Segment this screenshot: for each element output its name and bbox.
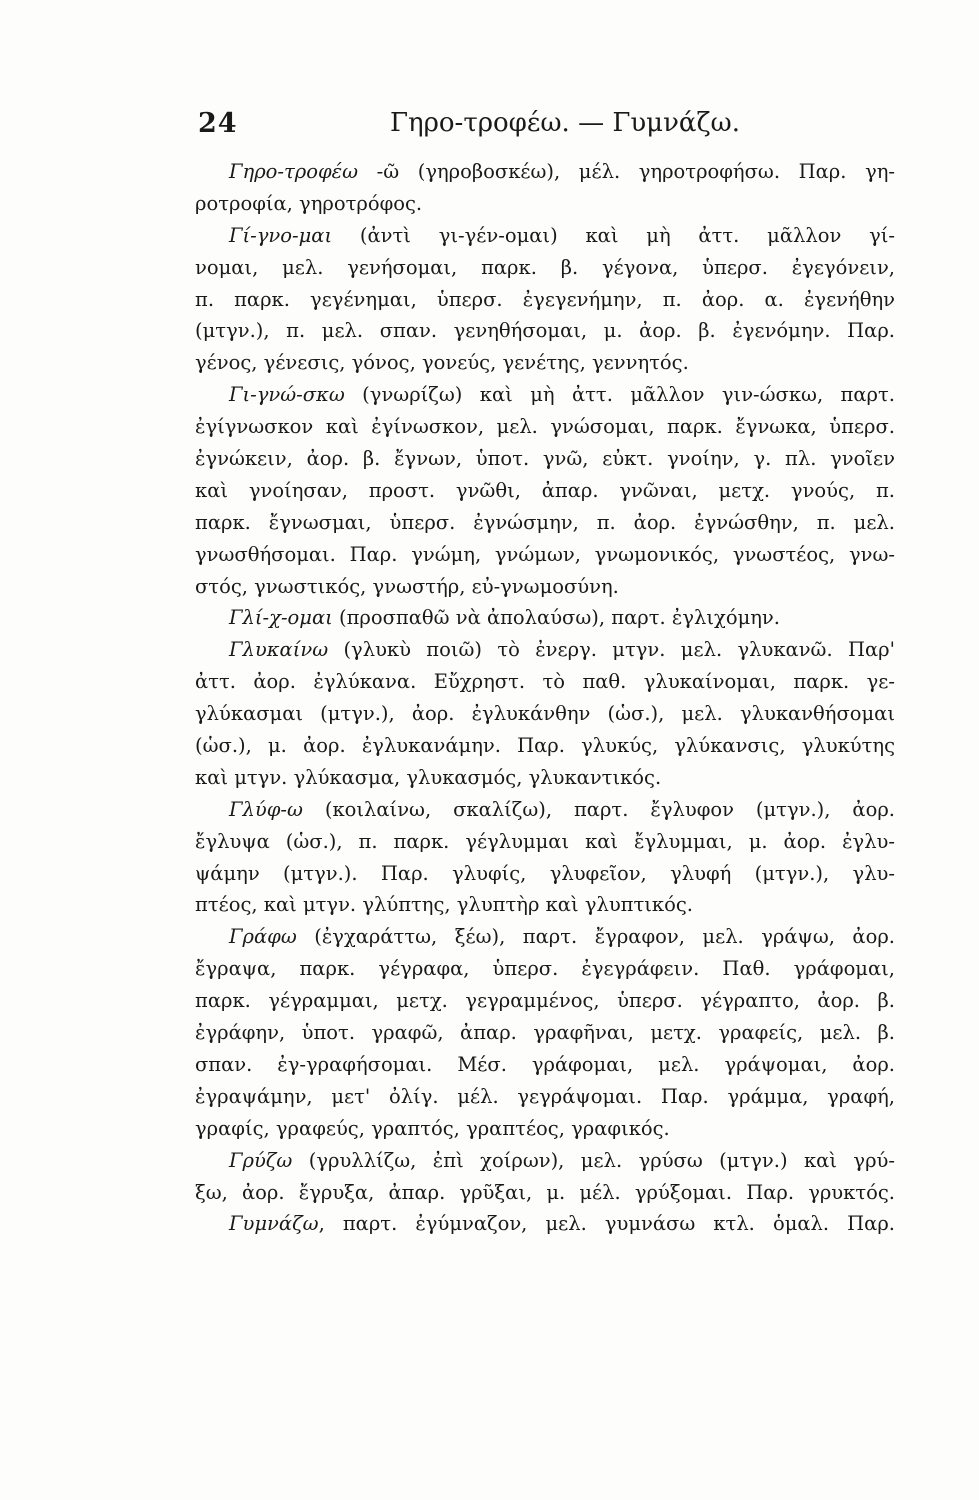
entry-continuation-line: [195, 858, 895, 890]
entry-first-line: [195, 921, 895, 953]
entry-text: ἀττ. ἀορ. ἐγλύκανα. Εὔχρηστ. τὸ παθ. γλυκαίνομαι, παρκ. γε-: [195, 670, 895, 694]
entry-continuation-line: [195, 347, 895, 379]
headword: Γηρο-τροφέω: [229, 160, 359, 183]
entry-text: νομαι, μελ. γενήσομαι, παρκ. β. γέγονα, ὑπερσ. ἐγεγόνειν,: [195, 255, 895, 279]
entry-text: στός, γνωστικός, γνωστήρ, εὐ-γνωμοσύνη.: [195, 574, 619, 598]
entry-continuation-line: [195, 1017, 895, 1049]
entry-continuation-line: [195, 1081, 895, 1113]
entry-text: (γρυλλίζω, ἐπὶ χοίρων), μελ. γρύσω (μτγν.) καὶ γρύ-: [292, 1148, 895, 1172]
entry-text: (μτγν.), π. μελ. σπαν. γενηθήσομαι, μ. ἀορ. β. ἐγενόμην. Παρ.: [195, 319, 895, 343]
entry-text: γραφίς, γραφεύς, γραπτός, γραπτέος, γραφικός.: [195, 1116, 670, 1140]
entry-text: γνωσθήσομαι. Παρ. γνώμη, γνώμων, γνωμονικός, γνωστέος, γνω-: [195, 542, 895, 566]
entry-text: σπαν. ἐγ-γραφήσομαι. Μέσ. γράφομαι, μελ. γράψομαι, ἀορ.: [195, 1052, 895, 1076]
entry-text: ροτροφία, γηροτρόφος.: [195, 191, 423, 215]
entry-first-line: [195, 220, 895, 252]
entry-continuation-line: [195, 762, 895, 794]
entry-first-line: [195, 379, 895, 411]
entry-text: , παρτ. ἐγύμναζον, μελ. γυμνάσω κτλ. ὁμαλ. Παρ.: [318, 1212, 895, 1236]
headword: Γι-γνώ-σκω: [229, 383, 345, 407]
entry-first-line: [195, 794, 895, 826]
entry-text: (ἀντὶ γι-γέν-ομαι) καὶ μὴ ἀττ. μᾶλλον γί-: [332, 223, 895, 247]
entries-text-block: [195, 156, 895, 1240]
entry-text: ἔγλυψα (ὡσ.), π. παρκ. γέγλυμμαι καὶ ἔγλυμμαι, μ. ἀορ. ἐγλυ-: [195, 829, 895, 853]
entry-continuation-line: [195, 315, 895, 347]
entry-continuation-line: [195, 1049, 895, 1081]
entry-text: ξω, ἀορ. ἔγρυξα, ἀπαρ. γρῦξαι, μ. μέλ. γρύξομαι. Παρ. γρυκτός.: [195, 1180, 895, 1204]
entry-text: (ὡσ.), μ. ἀορ. ἐγλυκανάμην. Παρ. γλυκύς, γλύκανσις, γλυκύτης: [195, 734, 895, 758]
entry-first-line: [195, 1208, 895, 1240]
entry-text: (ἐγχαράττω, ξέω), παρτ. ἔγραφον, μελ. γράψω, ἀορ.: [296, 925, 895, 949]
entry-text: ψάμην (μτγν.). Παρ. γλυφίς, γλυφεῖον, γλυφή (μτγν.), γλυ-: [195, 861, 895, 885]
entry-continuation-line: [195, 284, 895, 316]
entry-first-line: [195, 602, 895, 634]
entry-text: ἐγίγνωσκον καὶ ἐγίνωσκον, μελ. γνώσομαι, παρκ. ἔγνωκα, ὑπερσ.: [195, 415, 895, 439]
headword: Γράφω: [229, 925, 297, 949]
entry-text: -ῶ (γηροβοσκέω), μέλ. γηροτροφήσω. Παρ. γη-: [358, 160, 895, 183]
entry-continuation-line: [195, 698, 895, 730]
headword: Γρύζω: [229, 1148, 293, 1172]
entry-text: (προσπαθῶ νὰ ἀπολαύσω), παρτ. ἐγλιχόμην.: [332, 606, 780, 630]
entry-continuation-line: [195, 953, 895, 985]
entry-continuation-line: [195, 889, 895, 921]
entry-continuation-line: [195, 1113, 895, 1145]
entry-text: ἐγνώκειν, ἀορ. β. ἔγνων, ὑποτ. γνῶ, εὐκτ. γνοίην, γ. πλ. γνοῖεν: [195, 447, 895, 471]
entry-continuation-line: [195, 411, 895, 443]
entry-text: πτέος, καὶ μτγν. γλύπτης, γλυπτὴρ καὶ γλυπτικός.: [195, 893, 693, 917]
entry-first-line: [195, 634, 895, 666]
entry-continuation-line: [195, 571, 895, 603]
entry-text: (γλυκὺ ποιῶ) τὸ ἐνεργ. μτγν. μελ. γλυκανῶ. Παρ': [328, 638, 895, 662]
entry-text: γλύκασμαι (μτγν.), ἀορ. ἐγλυκάνθην (ὡσ.), μελ. γλυκανθήσομαι: [195, 702, 895, 726]
entry-text: καὶ μτγν. γλύκασμα, γλυκασμός, γλυκαντικός.: [195, 765, 662, 789]
entry-continuation-line: [195, 666, 895, 698]
running-head: Γηρο-τροφέω. — Γυμνάζω.: [390, 108, 740, 138]
entry-text: π. παρκ. γεγένημαι, ὑπερσ. ἐγεγενήμην, π. ἀορ. α. ἐγενήθην: [195, 287, 895, 311]
entry-text: γένος, γένεσις, γόνος, γονεύς, γενέτης, γεννητός.: [195, 351, 689, 375]
entry-text: καὶ γνοίησαν, προστ. γνῶθι, ἀπαρ. γνῶναι, μετχ. γνούς, π.: [195, 478, 895, 502]
entry-first-line: [195, 156, 895, 188]
entry-text: (γνωρίζω) καὶ μὴ ἀττ. μᾶλλον γιν-ώσκω, παρτ.: [344, 383, 895, 407]
entry-text: ἔγραψα, παρκ. γέγραφα, ὑπερσ. ἐγεγράφειν. Παθ. γράφομαι,: [195, 957, 895, 981]
entry-text: ἐγράφην, ὑποτ. γραφῶ, ἀπαρ. γραφῆναι, μετχ. γραφείς, μελ. β.: [195, 1021, 895, 1045]
entry-continuation-line: [195, 1177, 895, 1209]
headword: Γλί-χ-ομαι: [229, 606, 333, 630]
entry-continuation-line: [195, 507, 895, 539]
entry-continuation-line: [195, 188, 895, 220]
headword: Γυμνάζω: [229, 1212, 319, 1236]
entry-first-line: [195, 1145, 895, 1177]
entry-text: (κοιλαίνω, σκαλίζω), παρτ. ἔγλυφον (μτγν.), ἀορ.: [302, 797, 895, 821]
entry-continuation-line: [195, 985, 895, 1017]
entry-continuation-line: [195, 539, 895, 571]
entry-continuation-line: [195, 475, 895, 507]
page-number: 24: [198, 108, 238, 139]
entry-continuation-line: [195, 252, 895, 284]
headword: Γλυκαίνω: [229, 638, 329, 662]
entry-continuation-line: [195, 826, 895, 858]
entry-text: παρκ. γέγραμμαι, μετχ. γεγραμμένος, ὑπερσ. γέγραπτο, ἀορ. β.: [195, 989, 895, 1013]
headword: Γί-γνο-μαι: [229, 223, 333, 247]
entry-continuation-line: [195, 730, 895, 762]
entry-text: ἐγραψάμην, μετ' ὀλίγ. μέλ. γεγράψομαι. Παρ. γράμμα, γραφή,: [195, 1084, 895, 1108]
entry-continuation-line: [195, 443, 895, 475]
entry-text: παρκ. ἔγνωσμαι, ὑπερσ. ἐγνώσμην, π. ἀορ. ἐγνώσθην, π. μελ.: [195, 510, 895, 534]
headword: Γλύφ-ω: [229, 797, 303, 821]
